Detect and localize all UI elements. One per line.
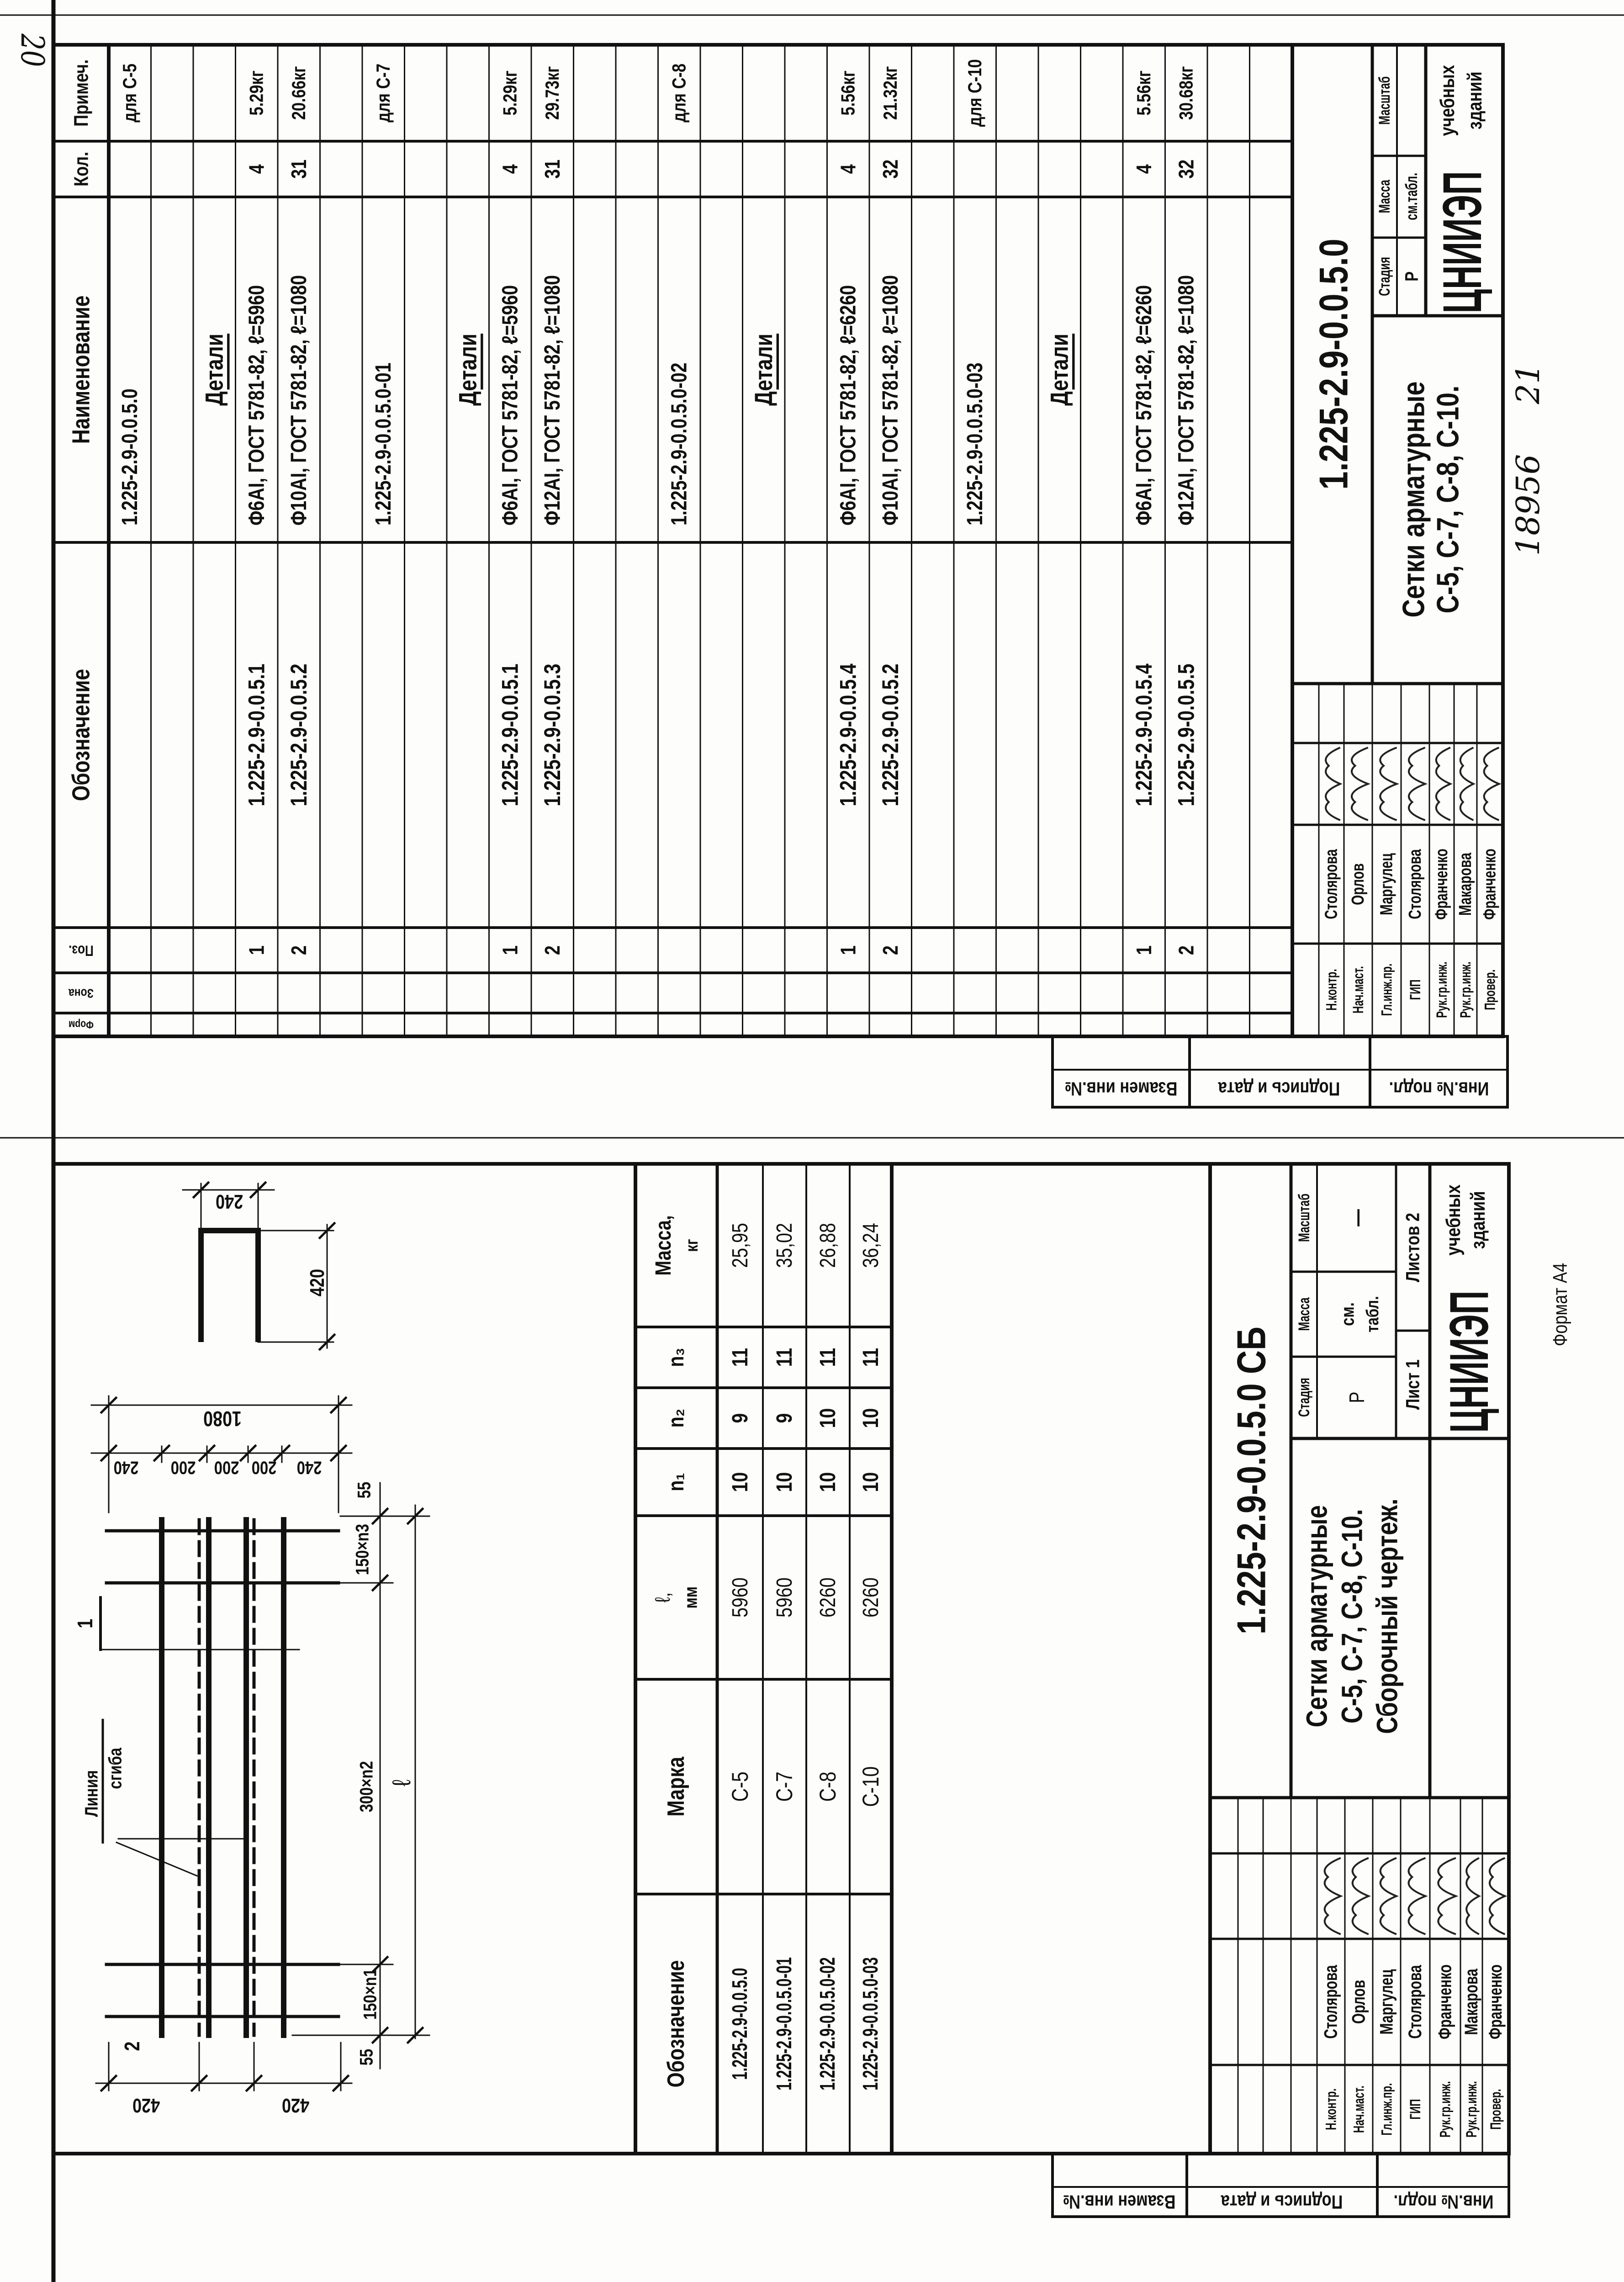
table-cell-n2: 9 [728,1413,752,1423]
spec-qty-cell: 4 [245,164,269,174]
table-cell-n1: 10 [728,1472,752,1492]
page-number: 20 [13,33,51,67]
table-cell-n3: 11 [815,1348,840,1367]
table-cell-mass: 35,02 [772,1223,797,1268]
dimension-label: 200 [170,1457,196,1478]
stage-value: Р [1401,271,1422,281]
dimension-label: 200 [251,1457,277,1478]
bar-section-shape [201,1231,258,1342]
spec-pos-cell: 2 [287,945,311,955]
signature [1381,1858,1397,1934]
header-pos: Поз. [69,942,94,958]
personnel-name: Столярова [1321,1965,1341,2039]
spec-note-cell: 20.66кг [288,66,310,120]
table-cell-mass: 25,95 [728,1223,752,1268]
dimension-label: 55 [356,2048,377,2066]
spec-designation-cell: 1.225-2.9-0.0.5.1 [497,663,523,807]
table-header-mass: Масса, [651,1215,676,1276]
table-cell-mark: С-8 [815,1771,841,1802]
dimension-label: 150×n3 [352,1523,373,1576]
dimension-label: 240 [296,1457,322,1478]
signature [1353,1858,1369,1934]
section-mark: 1 [73,1619,97,1629]
header-zone: Зона [68,986,94,1000]
signature [1380,748,1397,820]
signature [1436,748,1450,820]
mass-value: табл. [1363,1296,1382,1332]
sheet-count: Листов 2 [1402,1213,1424,1282]
assembly-drawing-sheet [53,1164,1571,2217]
spec-note-cell: 5.56кг [837,70,859,116]
spec-section-heading: Детали [201,334,228,406]
doc-number: 1.225-2.9-0.0.5.0 СБ [1229,1327,1275,1635]
header-format: Форм [68,1018,94,1031]
spec-qty-cell: 31 [540,159,564,179]
personnel-role: Гл.инж.пр. [1378,2083,1395,2136]
spec-name-cell: Φ6AI, ГОСТ 5781-82, ℓ=6260 [1132,285,1157,525]
strip-label-signature: Подпись и дата [1221,2191,1343,2213]
personnel-name: Столярова [1322,849,1341,919]
table-header-mark: Марка [663,1757,689,1817]
scale-value: — [1345,1209,1369,1226]
header-name: Наименование [67,295,95,444]
dimension-label: 300×n2 [356,1761,377,1813]
table-header-n2: n₂ [664,1408,688,1428]
bend-line-label: Линия [81,1770,102,1817]
spec-name-cell: 1.225-2.9-0.0.5.0 [117,388,143,525]
signature [1466,1858,1479,1934]
spec-note-cell: 30.68кг [1175,66,1197,120]
personnel-role: Рук.гр.инж. [1463,2081,1480,2138]
personnel-name: Макарова [1461,1969,1482,2035]
table-cell-length: 5960 [772,1577,797,1618]
table-cell-designation: 1.225-2.9-0.0.5.0-03 [859,1957,883,2091]
dimension-label: 1080 [203,1407,242,1431]
spec-name-cell: Φ12AI, ГОСТ 5781-82, ℓ=1080 [1174,275,1199,525]
organization-logo: ЦНИИЭП [1431,171,1493,313]
spec-note-cell: 5.29кг [246,70,268,116]
leader-line [116,1842,197,1876]
spec-qty-cell: 4 [1132,164,1156,174]
header-designation: Обозначение [67,669,95,801]
personnel-role: ГИП [1407,2099,1423,2120]
personnel-role: Провер. [1487,2089,1504,2130]
personnel-name: Франченко [1432,849,1451,920]
section-mark: 2 [120,2041,144,2051]
dimension-label: 55 [354,1481,375,1499]
mass-label: Масса [1295,1297,1313,1331]
signature [1409,1858,1426,1934]
stage-label: Стадия [1375,257,1394,296]
table-cell-mark: С-7 [772,1771,797,1802]
organization-sub: учебных [1436,65,1459,136]
dimension-label: 420 [132,2094,160,2117]
personnel-role: Нач.маст. [1350,966,1366,1014]
spec-qty-cell: 4 [498,164,522,174]
table-cell-length: 5960 [728,1577,752,1618]
personnel-name: Франченко [1435,1964,1455,2039]
personnel-name: Маргулец [1377,853,1397,915]
table-cell-n2: 9 [772,1413,797,1423]
personnel-role: Нач.маст. [1350,2086,1367,2133]
mass-value: см.табл. [1402,173,1421,220]
spec-section-heading: Детали [1046,334,1074,406]
spec-note-cell: для С-10 [964,59,986,127]
spec-designation-cell: 1.225-2.9-0.0.5.4 [835,663,861,807]
spec-name-cell: Φ10AI, ГОСТ 5781-82, ℓ=1080 [286,275,312,525]
dimension-label: ℓ [387,1779,416,1787]
spec-note-cell: для С-5 [119,64,141,122]
strip-label-original: Инв.№ подл. [1389,1077,1489,1099]
personnel-name: Маргулец [1376,1969,1397,2035]
scale-label: Масштаб [1295,1194,1313,1242]
stage-value: Р [1345,1391,1369,1403]
table-cell-length: 6260 [858,1577,883,1618]
spec-frame [53,45,1503,1036]
personnel-name: Франченко [1480,849,1500,920]
handwritten-number: 21 [1509,363,1547,404]
spec-note-cell: 5.29кг [499,70,521,116]
bend-line-label: сгиба [105,1747,126,1789]
personnel-role: Рук.гр.инж. [1434,961,1450,1018]
spec-note-cell: для С-8 [668,64,690,122]
personnel-name: Франченко [1485,1964,1506,2039]
table-cell-designation: 1.225-2.9-0.0.5.0 [728,1968,752,2080]
table-cell-n1: 10 [772,1472,797,1492]
sheet-number: Лист 1 [1402,1359,1424,1410]
spec-designation-cell: 1.225-2.9-0.0.5.2 [286,663,312,807]
spec-qty-cell: 32 [1174,159,1198,179]
header-qty: Кол. [69,151,93,187]
specification-sheet [53,45,1547,1107]
dimension-label: 420 [306,1268,328,1297]
spec-designation-cell: 1.225-2.9-0.0.5.5 [1173,663,1199,807]
handwritten-number: 18956 [1509,454,1547,556]
dimension-label: 420 [281,2094,310,2117]
dimension-label: 240 [215,1190,243,1213]
personnel-role: Гл.инж.пр. [1378,963,1395,1016]
spec-designation-cell: 1.225-2.9-0.0.5.2 [878,663,904,807]
format-label: Формат А4 [1549,1263,1571,1347]
table-header-mass-unit: кг [682,1239,702,1252]
spec-name-cell: Φ6AI, ГОСТ 5781-82, ℓ=6260 [836,285,861,525]
table-cell-mass: 36,24 [858,1223,883,1268]
spec-pos-cell: 1 [498,945,522,955]
spec-name-cell: Φ12AI, ГОСТ 5781-82, ℓ=1080 [540,275,565,525]
signature [1409,748,1425,820]
spec-pos-cell: 1 [836,945,860,955]
spec-name-cell: Φ6AI, ГОСТ 5781-82, ℓ=5960 [244,285,269,525]
organization-sub: учебных [1442,1184,1465,1256]
spec-name-cell: 1.225-2.9-0.0.5.0-01 [371,362,396,525]
dimension-label: 200 [214,1457,239,1478]
personnel-role: Рук.гр.инж. [1437,2081,1454,2138]
table-cell-length: 6260 [815,1577,840,1618]
signature [1352,748,1368,820]
table-cell-n3: 11 [772,1348,797,1367]
personnel-name: Макарова [1456,853,1475,916]
table-header-n3: n₃ [664,1348,688,1367]
spec-pos-cell: 2 [878,945,902,955]
doc-title-line: Сборочный чертеж. [1371,1498,1404,1734]
strip-label-original: Инв.№ подл. [1393,2191,1494,2213]
table-header-designation: Обозначение [663,1960,689,2088]
personnel-role: Провер. [1481,969,1498,1010]
table-cell-n3: 11 [728,1348,752,1367]
signature [1438,1858,1456,1934]
personnel-role: Н.контр. [1323,969,1340,1011]
doc-title-line: Сетки арматурные [1397,381,1431,618]
personnel-role: ГИП [1407,979,1423,1000]
spec-name-cell: 1.225-2.9-0.0.5.0-03 [963,362,988,525]
mass-value: см. [1337,1302,1358,1326]
header-note: Примеч. [69,59,93,127]
signature [1490,1858,1505,1934]
spec-section-heading: Детали [454,334,482,406]
table-cell-designation: 1.225-2.9-0.0.5.0-02 [816,1957,840,2091]
spec-note-cell: 29.73кг [541,66,563,120]
organization-sub: зданий [1463,71,1486,130]
table-header-length-unit: мм [680,1586,701,1609]
table-header-n1: n₁ [664,1473,688,1491]
spec-qty-cell: 31 [287,159,311,179]
personnel-role: Н.контр. [1322,2088,1339,2130]
table-cell-n2: 10 [815,1408,840,1428]
table-cell-mass: 26,88 [815,1223,840,1268]
table-cell-n1: 10 [815,1472,840,1492]
spec-note-cell: 5.56кг [1133,70,1155,116]
personnel-name: Столярова [1405,1965,1426,2039]
dimension-label: 240 [113,1457,139,1478]
spec-designation-cell: 1.225-2.9-0.0.5.4 [1131,663,1157,807]
doc-title-line: С-5, С-7, С-8, С-10. [1431,385,1465,614]
table-cell-mark: С-5 [727,1771,753,1802]
spec-note-cell: для С-7 [372,64,394,122]
table-cell-n2: 10 [858,1408,883,1428]
spec-pos-cell: 2 [540,945,564,955]
spec-name-cell: Φ6AI, ГОСТ 5781-82, ℓ=5960 [497,285,523,525]
signature [1326,748,1340,820]
table-cell-n3: 11 [858,1348,883,1367]
spec-qty-cell: 4 [836,164,860,174]
stage-label: Стадия [1295,1378,1313,1417]
spec-qty-cell: 32 [878,159,902,179]
scale-label: Масштаб [1375,76,1394,125]
signature [1325,1858,1341,1934]
mass-label: Масса [1375,180,1394,213]
table-cell-mark: С-10 [858,1766,883,1807]
doc-number: 1.225-2.9-0.0.5.0 [1311,239,1357,490]
signature [1460,748,1474,820]
strip-label-signature: Подпись и дата [1218,1077,1340,1099]
spec-section-heading: Детали [750,334,778,406]
spec-pos-cell: 1 [245,945,269,955]
spec-pos-cell: 2 [1174,945,1198,955]
spec-name-cell: Φ10AI, ГОСТ 5781-82, ℓ=1080 [878,275,903,525]
spec-designation-cell: 1.225-2.9-0.0.5.1 [243,663,270,807]
strip-label-replaced: Взамен инв.№ [1064,1077,1178,1099]
personnel-name: Орлов [1349,863,1368,905]
table-cell-n1: 10 [858,1472,883,1492]
signature [1484,748,1499,820]
organization-logo: ЦНИИЭП [1438,1290,1500,1433]
spec-name-cell: 1.225-2.9-0.0.5.0-02 [667,362,692,525]
organization-sub: зданий [1466,1191,1489,1249]
doc-title-line: Сетки арматурные [1301,1505,1333,1728]
personnel-role: Рук.гр.инж. [1457,961,1474,1018]
table-cell-designation: 1.225-2.9-0.0.5.0-01 [772,1957,796,2091]
doc-title-line: С-5, С-7, С-8, С-10. [1336,1509,1369,1724]
strip-label-replaced: Взамен инв.№ [1063,2191,1176,2213]
dimension-label: 150×n1 [360,1968,381,2020]
spec-designation-cell: 1.225-2.9-0.0.5.3 [540,663,566,807]
personnel-name: Столярова [1406,849,1425,919]
personnel-name: Орлов [1349,1980,1369,2024]
spec-note-cell: 21.32кг [879,66,901,120]
table-header-length: ℓ, [651,1592,674,1603]
spec-pos-cell: 1 [1132,945,1156,955]
